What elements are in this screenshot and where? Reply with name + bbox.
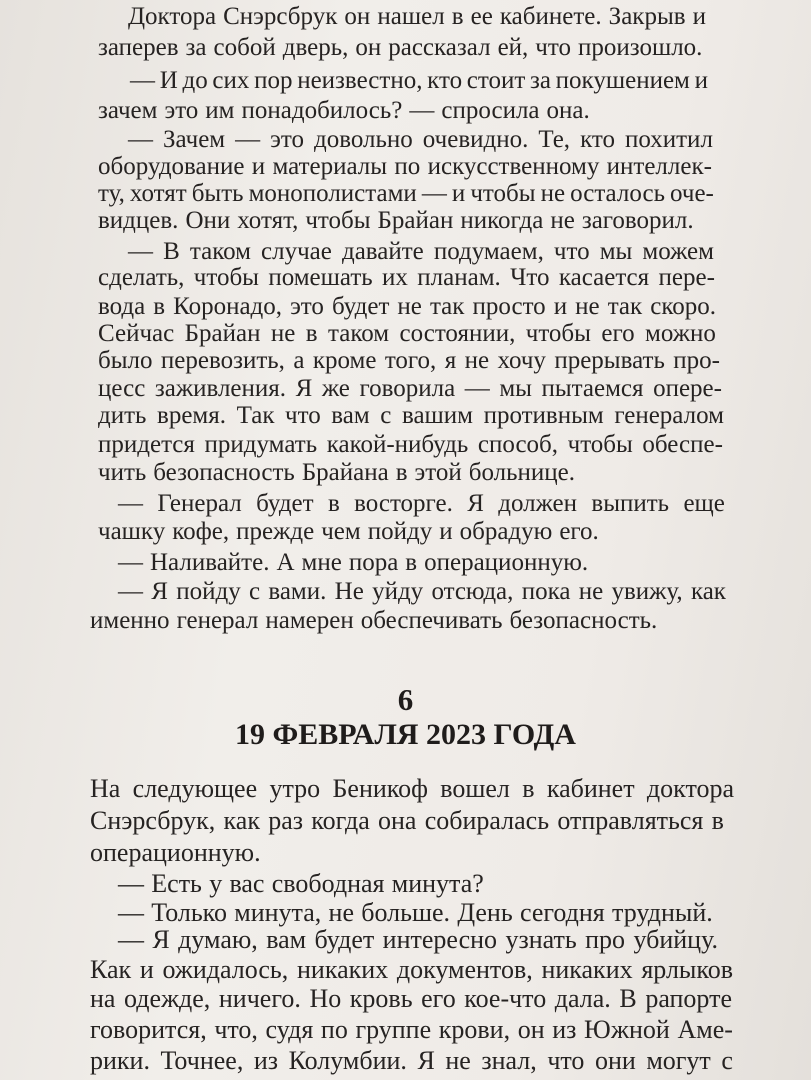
section-1-text-line: сделать, чтобы помешать их планам. Что касается пере- — [98, 264, 715, 291]
section-2-text-line: — Я думаю, вам будет интересно узнать про убийцу. — [118, 925, 718, 954]
section-1-text-line: чить безопасность Брайана в этой больнице. — [98, 459, 575, 486]
section-2-text-line: рики. Точнее, из Колумбии. Я не знал, что они могут с — [90, 1046, 733, 1075]
section-2-text-line: — Есть у вас свободная минута? — [118, 869, 484, 898]
section-1-text-line: — Я пойду с вами. Не уйду отсюда, пока не увижу, как — [118, 578, 726, 605]
section-1-text-line: придется придумать какой-нибудь способ, чтобы обеспе- — [98, 431, 723, 458]
section-1-text-line: вода в Коронадо, это будет не так просто и не так скоро. — [98, 293, 716, 320]
section-1-text-line: видцев. Они хотят, чтобы Брайан никогда не заговорил. — [98, 207, 694, 234]
section-2-text-line: Как и ожидалось, никаких документов, никаких ярлыков — [90, 955, 733, 984]
section-2-text-line: На следующее утро Беникоф вошел в кабинет доктора — [90, 774, 734, 803]
section-1-text-line: — В таком случае давайте подумаем, что мы можем — [128, 238, 714, 265]
section-1-text-line: ту, хотят быть монополистами — и чтобы не осталось оче- — [98, 180, 714, 207]
chapter-number: 6 — [397, 682, 414, 717]
section-1-text-line: Сейчас Брайан не в таком состоянии, чтобы его можно — [98, 320, 716, 347]
section-1-text-line: — Наливайте. А мне пора в операционную. — [118, 549, 589, 576]
section-1-text-line: дить время. Так что вам с вашим противным генералом — [98, 402, 724, 429]
section-1-text-line: зачем это им понадобилось? — спросила она. — [98, 97, 590, 124]
section-2-text-line: на одежде, ничего. Но кровь его кое-что дала. В рапорте — [90, 984, 732, 1013]
section-2-text-line: операционную. — [90, 838, 261, 867]
section-1-text-line: заперев за собой дверь, он рассказал ей, что произошло. — [98, 34, 703, 61]
section-2-text-line: — Только минута, не больше. День сегодня трудный. — [118, 898, 713, 927]
section-1-text-line: было перевозить, а кроме того, я не хочу прерывать про- — [98, 347, 720, 374]
section-1-text-line: — Генерал будет в восторге. Я должен выпить еще — [118, 490, 725, 517]
section-2-text-line: говорится, что, судя по группе крови, он из Южной Аме- — [90, 1015, 733, 1044]
section-1-text-line: именно генерал намерен обеспечивать безопасность. — [90, 607, 658, 634]
chapter-title: 19 ФЕВРАЛЯ 2023 ГОДА — [235, 718, 576, 751]
section-1-text-line: — Зачем — это довольно очевидно. Те, кто похитил — [128, 126, 713, 153]
section-1-text-line: оборудование и материалы по искусственному интеллек- — [98, 153, 712, 180]
section-2-text-line: Снэрсбрук, как раз когда она собиралась отправляться в — [90, 806, 724, 835]
section-1-text-line: — И до сих пор неизвестно, кто стоит за покушением и — [130, 67, 708, 94]
section-1-text-line: чашку кофе, прежде чем пойду и обрадую его. — [98, 518, 599, 545]
section-1-text-line: Доктора Снэрсбрук он нашел в ее кабинете. Закрыв и — [128, 3, 706, 30]
section-1-text-line: цесс заживления. Я же говорила — мы пытаемся опере- — [98, 375, 722, 402]
